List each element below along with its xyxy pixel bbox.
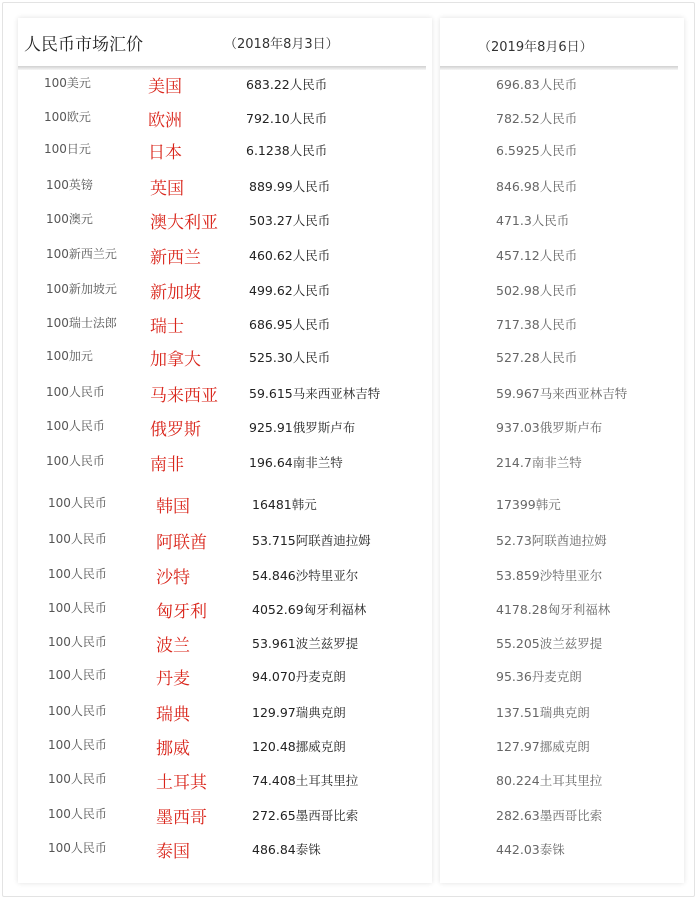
rate-2018: 94.070丹麦克朗 bbox=[252, 669, 346, 684]
currency-name: 美国 bbox=[148, 77, 182, 97]
rate-2018: 54.846沙特里亚尔 bbox=[252, 568, 359, 583]
rate-2019: 4178.28匈牙利福林 bbox=[496, 602, 611, 617]
rate-2018: 792.10人民币 bbox=[246, 111, 328, 126]
currency-name: 墨西哥 bbox=[156, 808, 207, 828]
table-row bbox=[0, 312, 699, 346]
unit-label: 100人民币 bbox=[48, 567, 107, 581]
table-row bbox=[0, 208, 699, 242]
table-row bbox=[0, 345, 699, 379]
table-row bbox=[0, 381, 699, 415]
currency-name: 澳大利亚 bbox=[150, 213, 218, 233]
rate-2019: 53.859沙特里亚尔 bbox=[496, 568, 603, 583]
table-row bbox=[0, 278, 699, 312]
table-row bbox=[0, 243, 699, 277]
table-row bbox=[0, 597, 699, 631]
header-divider-right bbox=[440, 66, 678, 70]
rate-2018: 925.91俄罗斯卢布 bbox=[249, 420, 356, 435]
rate-2019: 52.73阿联酋迪拉姆 bbox=[496, 533, 607, 548]
rate-2018: 6.1238人民币 bbox=[246, 143, 328, 158]
rate-2019: 214.7南非兰特 bbox=[496, 455, 582, 470]
unit-label: 100人民币 bbox=[48, 807, 107, 821]
table-row bbox=[0, 450, 699, 484]
rate-2019: 442.03泰铢 bbox=[496, 842, 565, 857]
unit-label: 100新西兰元 bbox=[46, 247, 117, 261]
unit-label: 100人民币 bbox=[48, 841, 107, 855]
unit-label: 100人民币 bbox=[48, 704, 107, 718]
table-row bbox=[0, 664, 699, 698]
table-row bbox=[0, 174, 699, 208]
table-row bbox=[0, 700, 699, 734]
unit-label: 100英镑 bbox=[46, 178, 93, 192]
rate-2019: 55.205波兰兹罗提 bbox=[496, 636, 603, 651]
rate-2019: 59.967马来西亚林吉特 bbox=[496, 386, 628, 401]
currency-name: 日本 bbox=[148, 143, 182, 163]
rate-2019: 282.63墨西哥比索 bbox=[496, 808, 603, 823]
currency-name: 英国 bbox=[150, 179, 184, 199]
unit-label: 100人民币 bbox=[48, 601, 107, 615]
rate-2018: 53.715阿联酋迪拉姆 bbox=[252, 533, 371, 548]
rate-2018: 59.615马来西亚林吉特 bbox=[249, 386, 381, 401]
currency-name: 瑞典 bbox=[156, 705, 190, 725]
table-row bbox=[0, 563, 699, 597]
currency-name: 波兰 bbox=[156, 636, 190, 656]
rate-2018: 683.22人民币 bbox=[246, 77, 328, 92]
unit-label: 100澳元 bbox=[46, 212, 93, 226]
table-row bbox=[0, 631, 699, 665]
currency-name: 加拿大 bbox=[150, 350, 201, 370]
currency-name: 瑞士 bbox=[150, 317, 184, 337]
rate-2018: 272.65墨西哥比索 bbox=[252, 808, 359, 823]
rate-2019: 846.98人民币 bbox=[496, 179, 578, 194]
unit-label: 100加元 bbox=[46, 349, 93, 363]
unit-label: 100人民币 bbox=[46, 454, 105, 468]
page-title: 人民币市场汇价 bbox=[24, 35, 143, 55]
unit-label: 100美元 bbox=[44, 76, 91, 90]
unit-label: 100欧元 bbox=[44, 110, 91, 124]
table-row bbox=[0, 492, 699, 526]
table-row bbox=[0, 72, 699, 106]
currency-name: 挪威 bbox=[156, 739, 190, 759]
rate-2019: 127.97挪威克朗 bbox=[496, 739, 590, 754]
currency-name: 阿联酋 bbox=[156, 533, 207, 553]
unit-label: 100人民币 bbox=[46, 419, 105, 433]
rate-2018: 129.97瑞典克朗 bbox=[252, 705, 346, 720]
rate-2019: 527.28人民币 bbox=[496, 350, 578, 365]
rate-2018: 196.64南非兰特 bbox=[249, 455, 343, 470]
rate-2019: 6.5925人民币 bbox=[496, 143, 578, 158]
rate-2019: 17399韩元 bbox=[496, 497, 561, 512]
unit-label: 100人民币 bbox=[48, 772, 107, 786]
unit-label: 100人民币 bbox=[48, 738, 107, 752]
unit-label: 100人民币 bbox=[46, 385, 105, 399]
rate-2019: 457.12人民币 bbox=[496, 248, 578, 263]
rate-2018: 499.62人民币 bbox=[249, 283, 331, 298]
table-row bbox=[0, 803, 699, 837]
rate-2019: 80.224土耳其里拉 bbox=[496, 773, 603, 788]
currency-name: 丹麦 bbox=[156, 669, 190, 689]
unit-label: 100人民币 bbox=[48, 635, 107, 649]
rate-2018: 486.84泰铢 bbox=[252, 842, 321, 857]
unit-label: 100新加坡元 bbox=[46, 282, 117, 296]
rate-2018: 889.99人民币 bbox=[249, 179, 331, 194]
table-row bbox=[0, 106, 699, 140]
unit-label: 100瑞士法郎 bbox=[46, 316, 117, 330]
table-row bbox=[0, 138, 699, 172]
currency-name: 欧洲 bbox=[148, 111, 182, 131]
currency-name: 南非 bbox=[150, 455, 184, 475]
rate-2019: 696.83人民币 bbox=[496, 77, 578, 92]
table-row bbox=[0, 528, 699, 562]
date-2018: （2018年8月3日） bbox=[224, 37, 339, 52]
rate-2019: 717.38人民币 bbox=[496, 317, 578, 332]
rate-2018: 53.961波兰兹罗提 bbox=[252, 636, 359, 651]
header-divider-left bbox=[18, 66, 426, 70]
rate-2019: 95.36丹麦克朗 bbox=[496, 669, 582, 684]
currency-name: 马来西亚 bbox=[150, 386, 218, 406]
rate-2018: 74.408土耳其里拉 bbox=[252, 773, 359, 788]
table-row bbox=[0, 768, 699, 802]
rate-2018: 503.27人民币 bbox=[249, 213, 331, 228]
currency-name: 新西兰 bbox=[150, 248, 201, 268]
rate-2019: 502.98人民币 bbox=[496, 283, 578, 298]
table-row bbox=[0, 415, 699, 449]
currency-name: 新加坡 bbox=[150, 283, 201, 303]
rate-2019: 471.3人民币 bbox=[496, 213, 570, 228]
rate-2019: 937.03俄罗斯卢布 bbox=[496, 420, 603, 435]
date-2019: （2019年8月6日） bbox=[478, 40, 593, 55]
unit-label: 100人民币 bbox=[48, 496, 107, 510]
currency-name: 韩国 bbox=[156, 497, 190, 517]
rate-2019: 782.52人民币 bbox=[496, 111, 578, 126]
rate-2018: 686.95人民币 bbox=[249, 317, 331, 332]
currency-name: 沙特 bbox=[156, 568, 190, 588]
unit-label: 100日元 bbox=[44, 142, 91, 156]
rate-2018: 120.48挪威克朗 bbox=[252, 739, 346, 754]
currency-name: 匈牙利 bbox=[156, 602, 207, 622]
rate-2018: 460.62人民币 bbox=[249, 248, 331, 263]
rate-2018: 16481韩元 bbox=[252, 497, 317, 512]
currency-name: 俄罗斯 bbox=[150, 420, 201, 440]
unit-label: 100人民币 bbox=[48, 668, 107, 682]
unit-label: 100人民币 bbox=[48, 532, 107, 546]
rate-2018: 525.30人民币 bbox=[249, 350, 331, 365]
currency-name: 泰国 bbox=[156, 842, 190, 862]
table-row bbox=[0, 734, 699, 768]
table-row bbox=[0, 837, 699, 871]
currency-name: 土耳其 bbox=[156, 773, 207, 793]
rate-2019: 137.51瑞典克朗 bbox=[496, 705, 590, 720]
rate-2018: 4052.69匈牙利福林 bbox=[252, 602, 367, 617]
